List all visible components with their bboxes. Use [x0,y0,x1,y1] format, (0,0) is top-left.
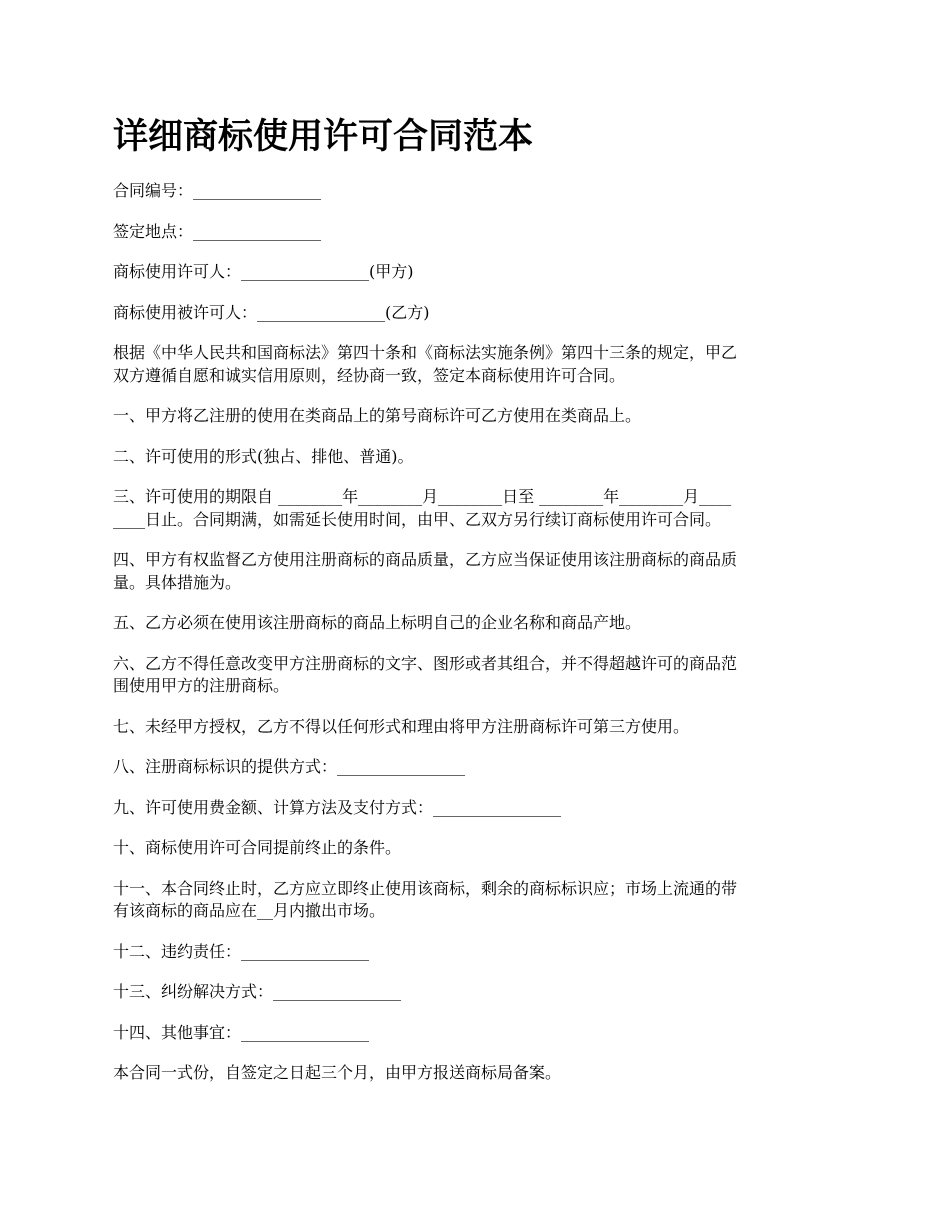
contract-paragraph [113,342,840,387]
paragraph-line: 七、未经甲方授权，乙方不得以任何形式和理由将甲方注册商标许可第三方使用。 [113,716,690,736]
paragraph-line: 十三、纠纷解决方式：________________ [113,982,402,1001]
paragraph-line: 本合同一式份，自签定之日起三个月，由甲方报送商标局备案。 [113,1063,562,1082]
contract-paragraph [113,653,840,698]
contract-paragraph [113,446,840,469]
paragraph-line: 围使用甲方的注册商标。 [113,676,290,695]
contract-paragraph [113,878,840,923]
contract-paragraph [113,180,840,203]
paragraph-line: 商标使用被许可人：________________(乙方) [113,302,430,322]
paragraph-line: 十、商标使用许可合同提前终止的条件。 [113,838,402,857]
contract-paragraph [113,981,840,1004]
paragraph-line: 四、甲方有权监督乙方使用注册商标的商品质量，乙方应当保证使用该注册商标的商品质 [113,550,738,569]
paragraph-line: 商标使用许可人：________________(甲方) [113,262,414,281]
paragraph-line: 九、许可使用费金额、计算方法及支付方式：________________ [113,797,562,817]
contract-paragraph [113,756,840,779]
paragraph-line: 二、许可使用的形式(独占、排他、普通)。 [113,446,414,466]
contract-paragraph [113,1062,840,1085]
contract-paragraph [113,612,840,635]
paragraph-line: 一、甲方将乙注册的使用在类商品上的第号商标许可乙方使用在类商品上。 [113,406,642,425]
paragraph-line: ____日止。合同期满，如需延长使用时间，由甲、乙双方另行续订商标使用许可合同。 [113,509,722,529]
paragraph-line: 十二、违约责任：________________ [113,941,370,961]
paragraph-line: 量。具体措施为。 [113,572,242,592]
contract-paragraph [113,221,840,244]
document-title: 详细商标使用许可合同范本 [113,116,534,157]
paragraph-line: 八、注册商标标识的提供方式：________________ [113,757,466,776]
paragraph-line: 双方遵循自愿和诚实信用原则，经协商一致，签定本商标使用许可合同。 [113,365,626,385]
paragraph-line: 签定地点：________________ [113,221,322,241]
contract-paragraph [113,405,840,428]
paragraph-line: 三、许可使用的期限自 ________年________月________日至 ________年________月____ [113,487,732,506]
contract-paragraph [113,1022,840,1045]
document-body [113,180,840,1085]
contract-paragraph [113,549,840,594]
paragraph-line: 十四、其他事宜：________________ [113,1022,370,1042]
contract-paragraph [113,797,840,820]
contract-paragraph [113,486,840,531]
paragraph-line: 根据《中华人民共和国商标法》第四十条和《商标法实施条例》第四十三条的规定，甲乙 [113,343,738,362]
paragraph-line: 有该商标的商品应在__月内撤出市场。 [113,901,386,920]
contract-paragraph [113,716,840,739]
paragraph-line: 五、乙方必须在使用该注册商标的商品上标明自己的企业名称和商品产地。 [113,613,642,632]
contract-paragraph [113,941,840,964]
paragraph-line: 合同编号：________________ [113,181,322,200]
contract-paragraph [113,837,840,860]
contract-paragraph [113,302,840,325]
paragraph-line: 十一、本合同终止时，乙方应立即终止使用该商标，剩余的商标标识应；市场上流通的带 [113,878,738,898]
paragraph-line: 六、乙方不得任意改变甲方注册商标的文字、图形或者其组合，并不得超越许可的商品范 [113,653,738,673]
contract-paragraph [113,261,840,284]
